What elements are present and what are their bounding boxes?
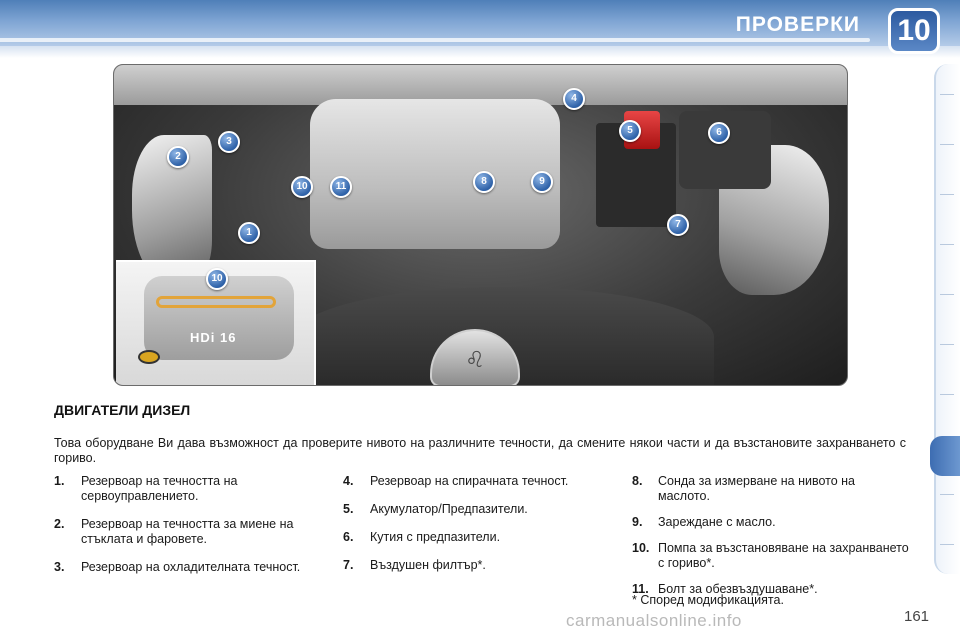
- footnote: * Според модификацията.: [632, 593, 784, 607]
- callout-marker[interactable]: 8: [473, 171, 495, 193]
- item-text: Болт за обезвъздушаване*.: [658, 582, 818, 596]
- page-header: [0, 0, 960, 58]
- engine-bay-photo: [113, 64, 848, 386]
- item-number: 5.: [343, 502, 354, 516]
- item-number: 2.: [54, 517, 65, 531]
- list-item: [343, 502, 623, 517]
- callout-marker[interactable]: 11: [330, 176, 352, 198]
- item-text: Резервоар на течността на сервоуправлението.: [81, 474, 238, 503]
- legend-column: [343, 474, 623, 586]
- callout-marker[interactable]: 6: [708, 122, 730, 144]
- item-number: 8.: [632, 474, 643, 488]
- fuel-pump-tube: [156, 296, 276, 308]
- item-text: Резервоар на охладителната течност.: [81, 560, 301, 574]
- item-number: 4.: [343, 474, 354, 488]
- list-item: [54, 560, 324, 575]
- chapter-number-badge[interactable]: 10: [888, 8, 940, 54]
- peugeot-lion-logo: ♌: [430, 329, 520, 386]
- callout-marker[interactable]: 7: [667, 214, 689, 236]
- item-number: 11.: [632, 582, 649, 596]
- item-number: 6.: [343, 530, 354, 544]
- active-chapter-tab[interactable]: [930, 436, 960, 476]
- list-item: [343, 474, 623, 489]
- callout-marker[interactable]: 9: [531, 171, 553, 193]
- item-text: Акумулатор/Предпазители.: [370, 502, 528, 516]
- callout-marker[interactable]: 4: [563, 88, 585, 110]
- item-text: Зареждане с масло.: [658, 515, 776, 529]
- oil-cap: [138, 350, 160, 364]
- item-text: Сонда за измерване на нивото на маслото.: [658, 474, 856, 503]
- engine-cover: [310, 99, 560, 249]
- callout-marker[interactable]: 1: [238, 222, 260, 244]
- callout-marker[interactable]: 10: [291, 176, 313, 198]
- callout-marker[interactable]: 3: [218, 131, 240, 153]
- item-text: Резервоар на спирачната течност.: [370, 474, 569, 488]
- item-text: Кутия с предпазители.: [370, 530, 501, 544]
- legend-column: [632, 474, 910, 608]
- item-number: 7.: [343, 558, 354, 572]
- list-item: [632, 474, 910, 504]
- page-number: 161: [904, 608, 930, 625]
- list-item: [343, 558, 623, 573]
- legend-column: [54, 474, 324, 588]
- list-item: [54, 517, 324, 547]
- item-number: 1.: [54, 474, 65, 488]
- intro-paragraph: Това оборудване Ви дава възможност да проверите нивото на различните течности, да смените някои части и да възстановите захранването с гориво.: [54, 436, 906, 465]
- hdi-logo: HDi 16: [190, 330, 237, 345]
- header-stripe: [0, 38, 870, 42]
- item-text: Резервоар на течността за миене на стъклата и фаровете.: [81, 517, 294, 546]
- list-item: [632, 515, 910, 530]
- watermark: carmanualsonline.info: [566, 611, 742, 630]
- callout-marker[interactable]: 10: [206, 268, 228, 290]
- list-item: [54, 474, 324, 504]
- callout-marker[interactable]: 2: [167, 146, 189, 168]
- item-text: Помпа за възстановяване на захранването с гориво*.: [658, 541, 909, 570]
- list-item: [632, 541, 910, 571]
- item-number: 3.: [54, 560, 65, 574]
- air-filter-box: [679, 111, 771, 189]
- item-text: Въздушен филтър*.: [370, 558, 486, 572]
- chapter-title: ПРОВЕРКИ: [735, 13, 860, 36]
- item-number: 9.: [632, 515, 643, 529]
- section-title: ДВИГАТЕЛИ ДИЗЕЛ: [54, 402, 191, 418]
- item-number: 10.: [632, 541, 650, 555]
- inset-engine-cover: [116, 260, 316, 386]
- list-item: [343, 530, 623, 545]
- callout-marker[interactable]: 5: [619, 120, 641, 142]
- chapter-tab-strip[interactable]: [934, 64, 960, 574]
